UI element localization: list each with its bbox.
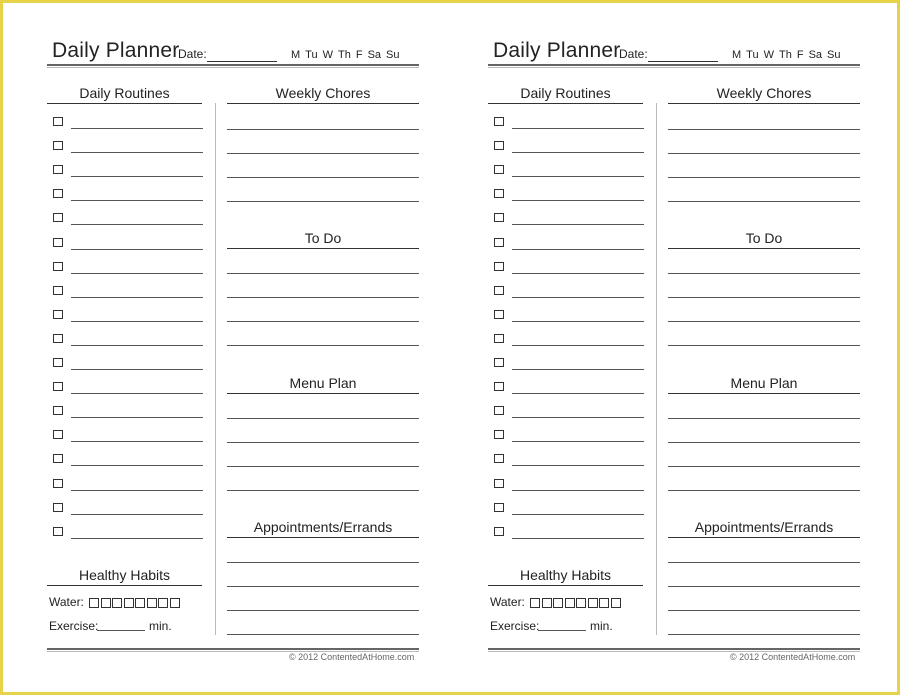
- routine-checkbox[interactable]: [494, 189, 504, 198]
- routine-row: [494, 380, 644, 396]
- routine-row: [53, 211, 203, 227]
- routine-checkbox[interactable]: [494, 165, 504, 174]
- water-glass-checkbox[interactable]: [135, 598, 145, 608]
- header-divider-thin: [47, 67, 419, 68]
- appointments-errands-line[interactable]: [668, 562, 860, 563]
- appointments-errands-line[interactable]: [227, 562, 419, 563]
- routine-checkbox[interactable]: [53, 503, 63, 512]
- menu-plan-heading: Menu Plan: [668, 375, 860, 394]
- routine-row: [494, 236, 644, 252]
- routine-row: [53, 356, 203, 372]
- weekday-option[interactable]: Tu: [305, 49, 318, 61]
- routine-line[interactable]: [512, 393, 644, 394]
- routine-line[interactable]: [512, 369, 644, 370]
- to-do-line[interactable]: [227, 345, 419, 346]
- to-do-line[interactable]: [227, 297, 419, 298]
- routine-checkbox[interactable]: [53, 358, 63, 367]
- routine-line[interactable]: [512, 176, 644, 177]
- water-glass-checkbox[interactable]: [170, 598, 180, 608]
- water-glass-checkbox[interactable]: [147, 598, 157, 608]
- water-glass-checkbox[interactable]: [553, 598, 563, 608]
- routine-row: [53, 260, 203, 276]
- column-divider: [656, 103, 657, 635]
- weekly-chores-heading: Weekly Chores: [668, 85, 860, 104]
- copyright-notice: © 2012 ContentedAtHome.com: [289, 652, 415, 662]
- routine-checkbox[interactable]: [494, 430, 504, 439]
- routine-line[interactable]: [512, 490, 644, 491]
- routine-checkbox[interactable]: [53, 117, 63, 126]
- routine-row: [53, 308, 203, 324]
- routine-row: [53, 332, 203, 348]
- planner-title: Daily Planner: [52, 39, 180, 62]
- weekday-option[interactable]: M: [732, 49, 742, 61]
- routine-checkbox[interactable]: [53, 454, 63, 463]
- appointments-errands-line[interactable]: [227, 634, 419, 635]
- routine-line[interactable]: [71, 200, 203, 201]
- water-glasses: [89, 597, 181, 611]
- routine-line[interactable]: [71, 321, 203, 322]
- routine-line[interactable]: [512, 514, 644, 515]
- healthy-habits-heading: Healthy Habits: [47, 567, 202, 586]
- exercise-minutes-field[interactable]: [538, 630, 586, 631]
- water-glass-checkbox[interactable]: [542, 598, 552, 608]
- weekly-chores-line[interactable]: [227, 201, 419, 202]
- planner-title: Daily Planner: [493, 39, 621, 62]
- routine-row: [53, 236, 203, 252]
- weekday-option[interactable]: Su: [827, 49, 841, 61]
- routine-checkbox[interactable]: [53, 189, 63, 198]
- water-glass-checkbox[interactable]: [588, 598, 598, 608]
- menu-plan-line[interactable]: [227, 466, 419, 467]
- appointments-errands-heading: Appointments/Errands: [227, 519, 419, 538]
- routine-row: [53, 380, 203, 396]
- routine-row: [494, 501, 644, 517]
- menu-plan-line[interactable]: [227, 418, 419, 419]
- weekday-option[interactable]: Th: [779, 49, 792, 61]
- water-glass-checkbox[interactable]: [158, 598, 168, 608]
- footer-divider: [488, 648, 860, 650]
- weekday-option[interactable]: W: [763, 49, 774, 61]
- routine-checkbox[interactable]: [494, 406, 504, 415]
- weekday-option[interactable]: F: [796, 49, 804, 61]
- routine-row: [494, 477, 644, 493]
- date-field[interactable]: [648, 61, 718, 62]
- exercise-label: Exercise:: [49, 619, 99, 633]
- routine-checkbox[interactable]: [53, 238, 63, 247]
- water-glass-checkbox[interactable]: [101, 598, 111, 608]
- routine-line[interactable]: [71, 249, 203, 250]
- weekday-list: [732, 49, 846, 61]
- exercise-label: Exercise:: [490, 619, 540, 633]
- menu-plan-heading: Menu Plan: [227, 375, 419, 394]
- routine-line[interactable]: [71, 369, 203, 370]
- weekday-option[interactable]: Sa: [808, 49, 823, 61]
- routine-checkbox[interactable]: [53, 334, 63, 343]
- routine-checkbox[interactable]: [494, 286, 504, 295]
- routine-row: [494, 211, 644, 227]
- routine-row: [53, 115, 203, 131]
- routine-line[interactable]: [71, 345, 203, 346]
- weekday-option[interactable]: Tu: [746, 49, 759, 61]
- routine-line[interactable]: [71, 273, 203, 274]
- routine-line[interactable]: [71, 514, 203, 515]
- routine-row: [494, 260, 644, 276]
- routine-checkbox[interactable]: [53, 213, 63, 222]
- weekday-option[interactable]: M: [291, 49, 301, 61]
- weekly-chores-line[interactable]: [668, 153, 860, 154]
- routine-line[interactable]: [512, 465, 644, 466]
- routine-checkbox[interactable]: [494, 358, 504, 367]
- routine-checkbox[interactable]: [494, 503, 504, 512]
- exercise-tracker: [49, 619, 209, 633]
- routine-line[interactable]: [512, 345, 644, 346]
- weekly-chores-line[interactable]: [668, 177, 860, 178]
- routine-row: [53, 501, 203, 517]
- header-divider: [488, 64, 860, 66]
- date-field[interactable]: [207, 61, 277, 62]
- routine-row: [494, 163, 644, 179]
- weekly-chores-line[interactable]: [227, 177, 419, 178]
- routine-line[interactable]: [71, 538, 203, 539]
- routine-line[interactable]: [71, 441, 203, 442]
- routine-line[interactable]: [512, 249, 644, 250]
- routine-row: [53, 284, 203, 300]
- routine-checkbox[interactable]: [494, 479, 504, 488]
- healthy-habits-heading: Healthy Habits: [488, 567, 643, 586]
- copyright-notice: © 2012 ContentedAtHome.com: [730, 652, 856, 662]
- routine-row: [53, 525, 203, 541]
- menu-plan-line[interactable]: [227, 490, 419, 491]
- routine-line[interactable]: [71, 152, 203, 153]
- to-do-line[interactable]: [668, 321, 860, 322]
- routine-row: [494, 284, 644, 300]
- routine-row: [494, 139, 644, 155]
- routine-line[interactable]: [512, 441, 644, 442]
- routine-row: [53, 187, 203, 203]
- column-divider: [215, 103, 216, 635]
- water-glass-checkbox[interactable]: [576, 598, 586, 608]
- appointments-errands-line[interactable]: [227, 586, 419, 587]
- routine-row: [494, 525, 644, 541]
- routine-checkbox[interactable]: [53, 382, 63, 391]
- menu-plan-line[interactable]: [668, 442, 860, 443]
- routine-line[interactable]: [512, 200, 644, 201]
- routine-checkbox[interactable]: [53, 527, 63, 536]
- weekday-list: [291, 49, 405, 61]
- appointments-errands-line[interactable]: [227, 610, 419, 611]
- routine-row: [53, 404, 203, 420]
- weekday-option[interactable]: Th: [338, 49, 351, 61]
- water-glass-checkbox[interactable]: [565, 598, 575, 608]
- weekly-chores-line[interactable]: [227, 129, 419, 130]
- routine-row: [494, 452, 644, 468]
- appointments-errands-heading: Appointments/Errands: [668, 519, 860, 538]
- routine-checkbox[interactable]: [494, 238, 504, 247]
- routine-checkbox[interactable]: [494, 213, 504, 222]
- routine-checkbox[interactable]: [53, 141, 63, 150]
- routine-line[interactable]: [512, 297, 644, 298]
- footer-divider: [47, 648, 419, 650]
- routine-checkbox[interactable]: [494, 262, 504, 271]
- water-glass-checkbox[interactable]: [124, 598, 134, 608]
- weekly-chores-line[interactable]: [668, 201, 860, 202]
- to-do-line[interactable]: [227, 273, 419, 274]
- planner-header: [485, 37, 857, 65]
- routine-checkbox[interactable]: [53, 310, 63, 319]
- routine-line[interactable]: [71, 417, 203, 418]
- routine-line[interactable]: [512, 321, 644, 322]
- routine-checkbox[interactable]: [494, 117, 504, 126]
- weekly-chores-line[interactable]: [668, 129, 860, 130]
- routine-line[interactable]: [512, 417, 644, 418]
- menu-plan-line[interactable]: [227, 442, 419, 443]
- exercise-minutes-field[interactable]: [97, 630, 145, 631]
- routine-line[interactable]: [512, 152, 644, 153]
- routine-checkbox[interactable]: [494, 310, 504, 319]
- to-do-line[interactable]: [668, 273, 860, 274]
- weekly-chores-line[interactable]: [227, 153, 419, 154]
- appointments-errands-line[interactable]: [668, 610, 860, 611]
- to-do-heading: To Do: [668, 230, 860, 249]
- routine-row: [494, 356, 644, 372]
- exercise-unit: min.: [149, 619, 172, 633]
- routine-checkbox[interactable]: [53, 165, 63, 174]
- to-do-line[interactable]: [227, 321, 419, 322]
- water-label: Water:: [49, 595, 84, 609]
- routine-checkbox[interactable]: [53, 430, 63, 439]
- menu-plan-line[interactable]: [668, 466, 860, 467]
- water-glass-checkbox[interactable]: [89, 598, 99, 608]
- routine-line[interactable]: [71, 393, 203, 394]
- routine-line[interactable]: [512, 224, 644, 225]
- routine-row: [494, 332, 644, 348]
- routine-row: [53, 139, 203, 155]
- routine-line[interactable]: [512, 538, 644, 539]
- appointments-errands-line[interactable]: [668, 634, 860, 635]
- exercise-tracker: [490, 619, 650, 633]
- water-glass-checkbox[interactable]: [530, 598, 540, 608]
- routine-line[interactable]: [71, 176, 203, 177]
- date-label: Date:: [619, 47, 648, 61]
- routine-line[interactable]: [71, 490, 203, 491]
- routine-line[interactable]: [512, 273, 644, 274]
- to-do-line[interactable]: [668, 345, 860, 346]
- routine-line[interactable]: [71, 465, 203, 466]
- water-tracker: [490, 595, 525, 609]
- routine-checkbox[interactable]: [494, 454, 504, 463]
- daily-routines-heading: Daily Routines: [488, 85, 643, 104]
- routine-checkbox[interactable]: [494, 141, 504, 150]
- header-divider: [47, 64, 419, 66]
- routine-line[interactable]: [71, 128, 203, 129]
- to-do-line[interactable]: [668, 297, 860, 298]
- routine-line[interactable]: [512, 128, 644, 129]
- header-divider-thin: [488, 67, 860, 68]
- water-tracker: [49, 595, 84, 609]
- water-label: Water:: [490, 595, 525, 609]
- daily-routines-heading: Daily Routines: [47, 85, 202, 104]
- menu-plan-line[interactable]: [668, 490, 860, 491]
- appointments-errands-line[interactable]: [668, 586, 860, 587]
- date-label: Date:: [178, 47, 207, 61]
- routine-line[interactable]: [71, 297, 203, 298]
- routine-row: [494, 308, 644, 324]
- water-glasses: [530, 597, 622, 611]
- routine-row: [53, 428, 203, 444]
- routine-checkbox[interactable]: [53, 406, 63, 415]
- routine-row: [494, 187, 644, 203]
- weekly-chores-heading: Weekly Chores: [227, 85, 419, 104]
- routine-row: [53, 477, 203, 493]
- routine-checkbox[interactable]: [53, 262, 63, 271]
- routine-row: [53, 452, 203, 468]
- routine-checkbox[interactable]: [53, 286, 63, 295]
- weekday-option[interactable]: Su: [386, 49, 400, 61]
- weekday-option[interactable]: W: [322, 49, 333, 61]
- water-glass-checkbox[interactable]: [112, 598, 122, 608]
- routine-checkbox[interactable]: [53, 479, 63, 488]
- routine-row: [494, 428, 644, 444]
- menu-plan-line[interactable]: [668, 418, 860, 419]
- routine-checkbox[interactable]: [494, 527, 504, 536]
- weekday-option[interactable]: F: [355, 49, 363, 61]
- water-glass-checkbox[interactable]: [611, 598, 621, 608]
- planner-page-right: [485, 3, 857, 692]
- routine-checkbox[interactable]: [494, 382, 504, 391]
- routine-row: [494, 404, 644, 420]
- routine-line[interactable]: [71, 224, 203, 225]
- exercise-unit: min.: [590, 619, 613, 633]
- routine-checkbox[interactable]: [494, 334, 504, 343]
- planner-page-left: [44, 3, 416, 692]
- to-do-heading: To Do: [227, 230, 419, 249]
- planner-header: [44, 37, 416, 65]
- water-glass-checkbox[interactable]: [599, 598, 609, 608]
- weekday-option[interactable]: Sa: [367, 49, 382, 61]
- routine-row: [494, 115, 644, 131]
- routine-row: [53, 163, 203, 179]
